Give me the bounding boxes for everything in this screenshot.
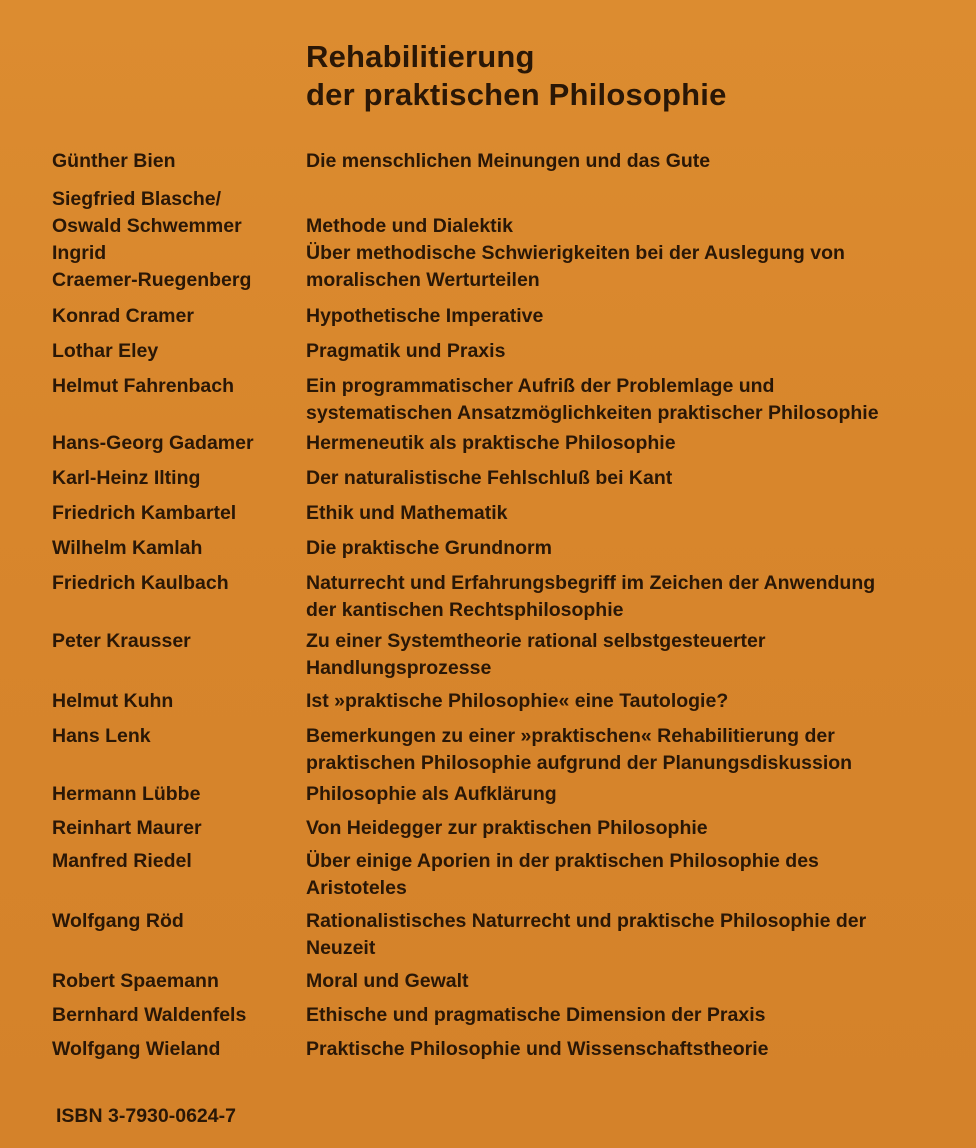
- entry-author: Konrad Cramer: [52, 305, 194, 327]
- entry-author: Peter Krausser: [52, 630, 191, 652]
- book-title-line-1: Rehabilitierung: [306, 39, 535, 74]
- book-title-line-2: der praktischen Philosophie: [306, 77, 727, 112]
- entry-title: Bemerkungen zu einer »praktischen« Rehabilitierung der praktischen Philosophie aufgrund der Planungsdiskussion: [306, 725, 853, 774]
- entry-title: Die menschlichen Meinungen und das Gute: [306, 150, 711, 172]
- entry-title: Über methodische Schwierigkeiten bei der Auslegung von moralischen Werturteilen: [306, 242, 845, 291]
- entry-author: Bernhard Waldenfels: [52, 1004, 247, 1026]
- entry-title: Pragmatik und Praxis: [306, 340, 506, 362]
- entry-title: Die praktische Grundnorm: [306, 537, 552, 559]
- entry-title: Naturrecht und Erfahrungsbegriff im Zeichen der Anwendung der kantischen Rechtsphilosophie: [306, 572, 876, 621]
- entry-author: Wolfgang Wieland: [52, 1038, 221, 1060]
- entry-author: Robert Spaemann: [52, 970, 219, 992]
- entry-author: Manfred Riedel: [52, 850, 192, 872]
- entry-author: Wolfgang Röd: [52, 910, 184, 932]
- entry-author: Wilhelm Kamlah: [52, 537, 203, 559]
- entry-author: Lothar Eley: [52, 340, 159, 362]
- entry-author: Karl-Heinz Ilting: [52, 467, 201, 489]
- entry-author: Friedrich Kaulbach: [52, 572, 229, 594]
- entry-title: Praktische Philosophie und Wissenschaftstheorie: [306, 1038, 769, 1060]
- entry-author: Siegfried Blasche/ Oswald Schwemmer: [52, 188, 242, 237]
- entry-title: Philosophie als Aufklärung: [306, 783, 557, 805]
- entry-title: Ein programmatischer Aufriß der Problemlage und systematischen Ansatzmöglichkeiten praktischer Philosophie: [306, 375, 879, 424]
- entry-author: Günther Bien: [52, 150, 176, 172]
- entry-author: Hans-Georg Gadamer: [52, 432, 254, 454]
- entry-author: Reinhart Maurer: [52, 817, 202, 839]
- entry-title: Der naturalistische Fehlschluß bei Kant: [306, 467, 673, 489]
- entry-title: Ethische und pragmatische Dimension der Praxis: [306, 1004, 766, 1026]
- entry-title: Zu einer Systemtheorie rational selbstgesteuerter Handlungsprozesse: [306, 630, 766, 679]
- entry-title: Ist »praktische Philosophie« eine Tautologie?: [306, 690, 729, 712]
- entry-title: Moral und Gewalt: [306, 970, 469, 992]
- entry-title: Hypothetische Imperative: [306, 305, 544, 327]
- entry-author: Friedrich Kambartel: [52, 502, 237, 524]
- entry-author: Helmut Kuhn: [52, 690, 174, 712]
- entry-title: Hermeneutik als praktische Philosophie: [306, 432, 676, 454]
- entry-author: Hans Lenk: [52, 725, 151, 747]
- entry-title: Über einige Aporien in der praktischen Philosophie des Aristoteles: [306, 850, 819, 899]
- entry-author: Hermann Lübbe: [52, 783, 201, 805]
- entry-author: Ingrid Craemer-Ruegenberg: [52, 242, 252, 291]
- entry-title: Methode und Dialektik: [306, 215, 513, 237]
- entry-title: Rationalistisches Naturrecht und praktische Philosophie der Neuzeit: [306, 910, 867, 959]
- entry-title: Von Heidegger zur praktischen Philosophie: [306, 817, 708, 839]
- entry-title: Ethik und Mathematik: [306, 502, 508, 524]
- book-title: [306, 38, 946, 114]
- isbn-number: ISBN 3-7930-0624-7: [56, 1105, 236, 1127]
- entry-author: Helmut Fahrenbach: [52, 375, 235, 397]
